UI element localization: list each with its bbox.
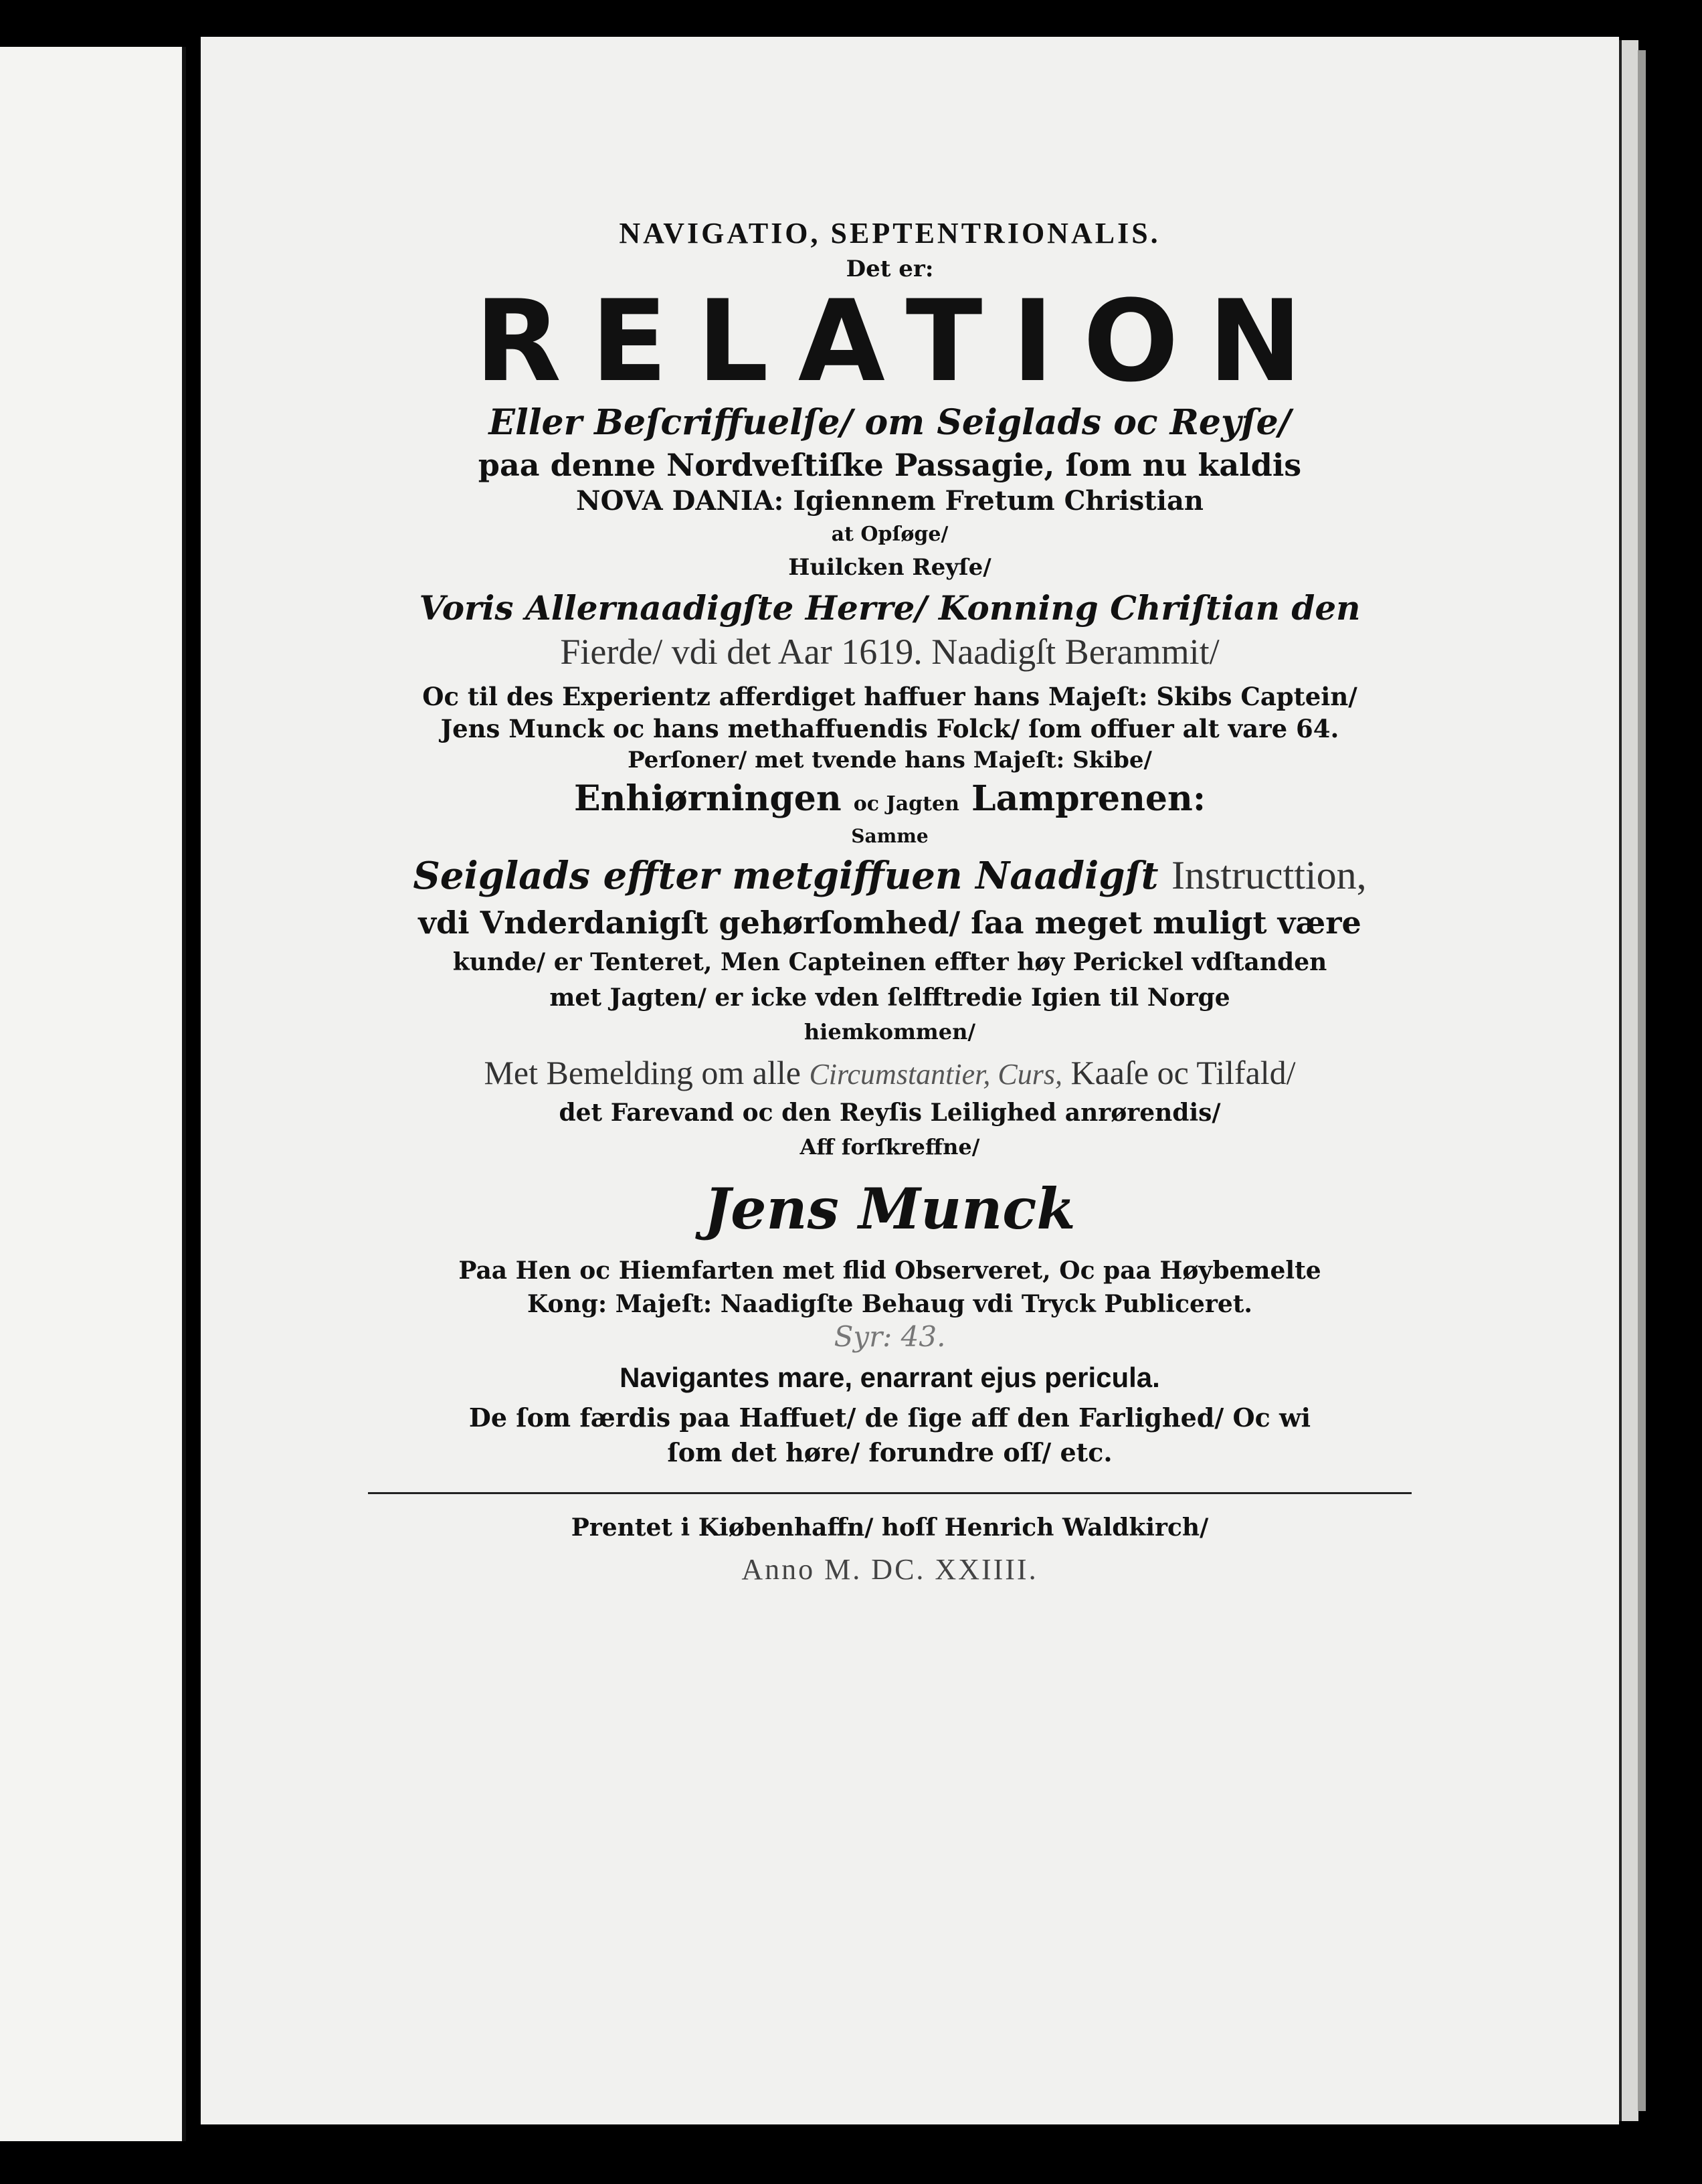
vnderdanigst-line: vdi Vnderdanigſt gehørſomhed/ ſaa meget muligt være xyxy=(418,904,1361,941)
observeret-line: Paa Hen oc Hiemfarten met flid Observeret, Oc paa Høybemelte xyxy=(458,1257,1321,1285)
farevand-line: det Farevand oc den Reyſis Leilighed anrørendis/ xyxy=(559,1098,1221,1127)
jens-munck-folk-line: Jens Munck oc hans methaffuendis Folck/ ſom offuer alt vare 64. xyxy=(440,714,1339,744)
ship-name-lamprenen: Lamprenen: xyxy=(971,778,1206,819)
subtitle-line-4: at Opſøge/ xyxy=(831,523,949,547)
author-name: Jens Munck xyxy=(704,1175,1076,1242)
imprint-year: Anno M. DC. XXIIII. xyxy=(741,1552,1038,1586)
subtitle-line-1: Eller Beſcriffuelſe/ om Seiglads oc Reyſe/ xyxy=(488,401,1291,443)
subtitle-line-2: paa denne Nordveſtiſke Passagie, ſom nu kaldis xyxy=(478,447,1302,484)
subtitle-line-5: Huilcken Reyſe/ xyxy=(788,553,991,581)
bemelding-text: Met Bemelding om alle xyxy=(484,1054,801,1092)
page-fore-edge-shadow xyxy=(1638,50,1646,2111)
seiglads-line xyxy=(288,852,1492,899)
king-line-2: Fierde/ vdi det Aar 1619. Naadigſt Berammit/ xyxy=(560,632,1220,672)
divider-rule xyxy=(368,1492,1412,1494)
latin-motto: Navigantes mare, enarrant ejus pericula. xyxy=(620,1361,1160,1393)
ship-name-enhiorningen: Enhiørningen xyxy=(573,778,842,819)
instruction-text: Instructtion, xyxy=(1171,852,1367,897)
samme-line: Samme xyxy=(851,824,929,847)
latin-title: NAVIGATIO, SEPTENTRIONALIS. xyxy=(619,217,1161,250)
jagten-line: met Jagten/ er icke vden ſelfftredie Igien til Norge xyxy=(549,984,1230,1012)
det-er-line: Det er: xyxy=(846,255,934,282)
ships-line xyxy=(288,779,1492,819)
seiglads-text: Seiglads effter metgiffuen Naadigſt xyxy=(413,853,1159,898)
forskreffne-line: Aff forſkreffne/ xyxy=(799,1134,980,1160)
danish-motto-2: ſom det høre/ forundre oſſ/ etc. xyxy=(667,1437,1113,1467)
danish-motto-1: De ſom færdis paa Haffuet/ de ſige aff den Farlighed/ Oc wi xyxy=(468,1402,1311,1433)
page-fore-edge xyxy=(1619,40,1638,2121)
experientz-line: Oc til des Experientz afferdiget haffuer hans Majeſt: Skibs Captein/ xyxy=(422,681,1357,711)
personer-line: Perſoner/ met tvende hans Majeſt: Skibe/ xyxy=(628,746,1152,774)
king-line-1: Voris Allernaadigſte Herre/ Konning Chriſtian den xyxy=(419,587,1361,628)
ships-connector: oc Jagten xyxy=(853,792,959,816)
imprint-line: Prentet i Kiøbenhaffn/ hoſſ Henrich Waldkirch/ xyxy=(571,1514,1209,1542)
bemelding-line xyxy=(288,1054,1492,1093)
handwritten-shelfmark: Syr: 43. xyxy=(834,1320,946,1354)
title-page-text xyxy=(288,201,1492,1860)
publiceret-line: Kong: Majeſt: Naadigſte Behaug vdi Tryck Publiceret. xyxy=(527,1289,1252,1318)
tenteret-line: kunde/ er Tenteret, Men Capteinen effter høy Perickel vdſtanden xyxy=(452,947,1327,976)
hiemkommen-line: hiemkommen/ xyxy=(803,1019,976,1045)
circumstantier-text: Circumstantier, Curs, xyxy=(809,1058,1062,1091)
kaase-text: Kaaſe oc Tilfald/ xyxy=(1070,1054,1296,1092)
main-title-relation: RELATION xyxy=(474,275,1332,407)
left-page-edge xyxy=(0,47,186,2141)
subtitle-line-3: NOVA DANIA: Igiennem Fretum Christian xyxy=(576,485,1204,517)
